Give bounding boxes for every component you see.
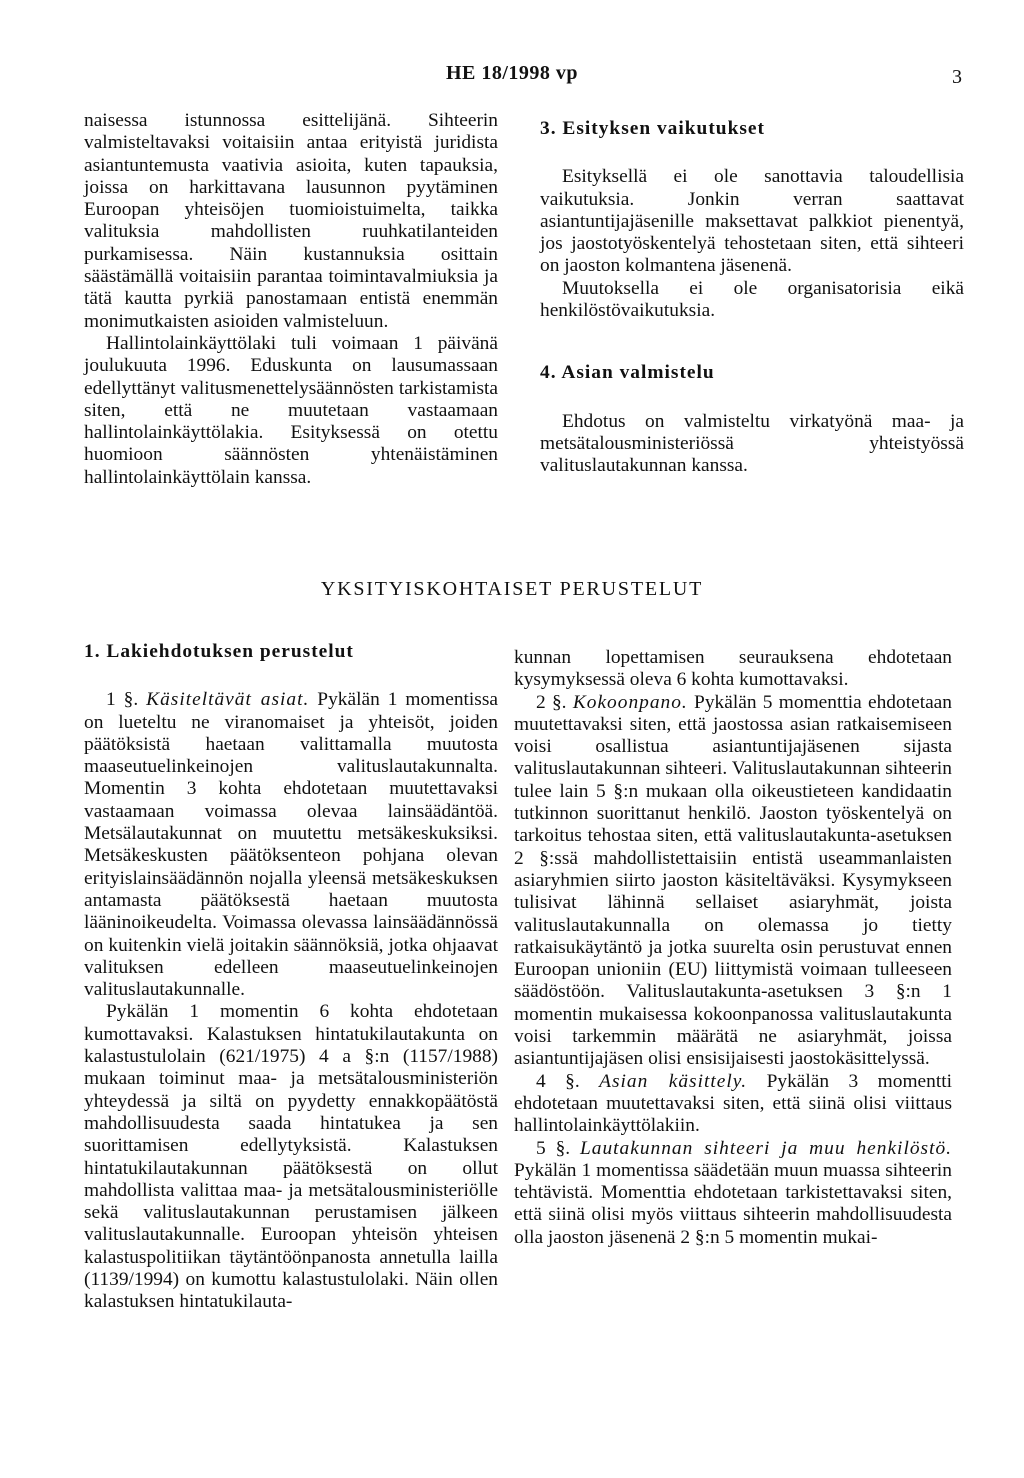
subsection-heading: 1. Lakiehdotuksen perustelut xyxy=(84,641,354,662)
section-title: YKSITYISKOHTAISET PERUSTELUT xyxy=(320,578,704,600)
paragraph xyxy=(514,1071,952,1138)
section-number: 2 §. xyxy=(536,691,573,713)
section-number: 5 §. xyxy=(536,1137,580,1159)
paragraph-text: Pykälän 1 momentissa on lueteltu ne viranomaiset ja yhteisöt, joiden päätöksistä haetaan valittamalla muutosta maaseutuelinkeinojen valituslautakunnalta. Momentin 3 kohta ehdotetaan muutettavaksi vastaamaan voimassa olevaa lainsäädäntöä. Metsälautakunnat on muutettu metsäkeskuksiksi. Metsäkeskusten päätöksenteon pohjana olevan erityislainsäädännön nojalla yleensä metsäkeskuksen antamasta päätöksestä haetaan muutosta lääninoikeudelta. Voimassa olevassa lainsäädännössä on kuitenkin vielä joitakin säännöksiä, jotka ohjaavat valituksen edelleen maaseutuelinkeinojen valituslautakunnalle. xyxy=(84,689,498,1001)
paragraph-text: Pykälän 5 momenttia ehdotetaan muutettavaksi siten, että jaostossa asian ratkaisemiseen voisi osallistua asiantuntijajäsenen sijasta valituslautakunnan sihteeri. Valituslautakunnan sihteerin tulee lain 5 §:n mukaan olla oikeustieteen kandidaatin tutkinnon suorittanut henkilö. Jaoston työskentelyä on tarkoitus tehostaa siten, että valituslautakunta-asetuksen 2 §:ssä mahdollistettaisiin entistä useammanlaisten asiaryhmien siirto jaoston käsiteltäväksi. Kysymykseen tulisivat lähinnä sellaiset asiaryhmät, joista valituslautakunnalla on olemassa jo tietty ratkaisukäytäntö ja jotka suurelta osin perustuvat ennen Euroopan unioniin (EU) liittymistä voimaan tulleeseen säädöstöön. Valituslautakunta-asetuksen 3 §:n 1 momentin mukaisessa kokoonpanossa valituslautakunta voisi tarkemmin määrätä ne asiaryhmät, joissa asiantuntijajäsen olisi ensisijaisesti jaostokäsittelyssä. xyxy=(514,691,952,1070)
paragraph: Pykälän 1 momentin 6 kohta ehdotetaan kumottavaksi. Kalastuksen hintatukilautakunta on kalastustulolain (621/1975) 4 a §:n (1157/1988) mukaan toiminut maa- ja metsätalousministeriön yhteydessä ja siltä on pyydetty ennakkopäätöstä mahdollisuudesta saada hintatukea ja sen suorittamisen edellytyksistä. Kalastuksen hintatukilautakunnan päätöksestä on ollut mahdollista valittaa maa- ja metsätalousministeriölle sekä valituslautakunnan perustamisen jälkeen valituslautakunnalle. Euroopan yhteisön yhteisen kalastuspolitiikan täytäntöönpanosta annetulla lailla (1139/1994) on kumottu kalastustulolaki. Näin ollen kalastuksen hintatukilauta- xyxy=(84,1001,498,1313)
section-caption: Lautakunnan sihteeri ja muu henkilöstö. xyxy=(579,1137,952,1159)
paragraph xyxy=(514,1138,952,1249)
paragraph: Ehdotus on valmisteltu virkatyönä maa- ja metsätalousministeriössä yhteistyössä valituslautakunnan kanssa. xyxy=(540,410,964,477)
page-number: 3 xyxy=(952,66,962,88)
section-caption: Käsiteltävät asiat. xyxy=(146,689,310,711)
section-heading-3: 3. Esityksen vaikutukset xyxy=(540,118,765,139)
left-column-bottom xyxy=(84,633,498,1314)
paragraph-text: Pykälän 3 momentti ehdotetaan muutettavaksi siten, että siinä olisi viittaus hallintolainkäyttölakiin. xyxy=(514,1070,952,1137)
section-heading-4: 4. Asian valmistelu xyxy=(540,362,715,384)
paragraph: Muutoksella ei ole organisatorisia eikä henkilöstövaikutuksia. xyxy=(540,277,964,322)
paragraph: kunnan lopettamisen seurauksena ehdotetaan kysymyksessä oleva 6 kohta kumottavaksi. xyxy=(514,647,952,691)
paragraph xyxy=(514,692,952,1071)
section-caption: Asian käsittely. xyxy=(599,1070,748,1092)
paragraph xyxy=(84,689,498,1001)
left-column-top xyxy=(84,110,498,489)
document-header-title: HE 18/1998 vp xyxy=(445,62,579,84)
section-number: 4 §. xyxy=(536,1070,600,1092)
paragraph: naisessa istunnossa esittelijänä. Sihteerin valmisteltavaksi voitaisiin antaa erityistä juridista asiantuntemusta vaativia asioita, kuten tapauksia, joissa on harkittavana lausunnon pyytäminen Euroopan yhteisöjen tuomioistuimelta, taikka valituksia mahdollisten ruuhkatilanteiden purkamisessa. Näin kustannuksia osittain säästämällä voitaisiin parantaa toimintavalmiuksia ja tätä kautta pyrkiä panostamaan entistä enemmän monimutkaisten asioiden valmisteluun. xyxy=(84,110,498,332)
section-number: 1 §. xyxy=(106,689,147,711)
paragraph: Hallintolainkäyttölaki tuli voimaan 1 päivänä joulukuuta 1996. Eduskunta on lausumassaan edellyttänyt valitusmenettelysäännösten tarkistamista siten, että ne muutetaan vastaamaan hallintolainkäyttölakia. Esityksessä on otettu huomioon säännösten yhtenäistäminen hallintolainkäyttölain kanssa. xyxy=(84,332,498,488)
right-column-top xyxy=(540,110,964,478)
right-column-bottom xyxy=(514,647,952,1249)
section-caption: Kokoonpano. xyxy=(572,691,688,713)
paragraph: Esityksellä ei ole sanottavia taloudellisia vaikutuksia. Jonkin verran saattavat asiantuntijajäsenille maksettavat palkkiot pienentyä, jos jaostotyöskentelyä tehostetaan siten, että sihteeri on jaoston kolmantena jäsenenä. xyxy=(540,166,964,277)
paragraph-text: Pykälän 1 momentissa säädetään muun muassa sihteerin tehtävistä. Momenttia ehdotetaan tarkistettavaksi siten, että siinä olisi myös viittaus sihteerin mahdollisuudesta olla jaoston jäsenenä 2 §:n 5 momentin mukai- xyxy=(514,1159,952,1248)
